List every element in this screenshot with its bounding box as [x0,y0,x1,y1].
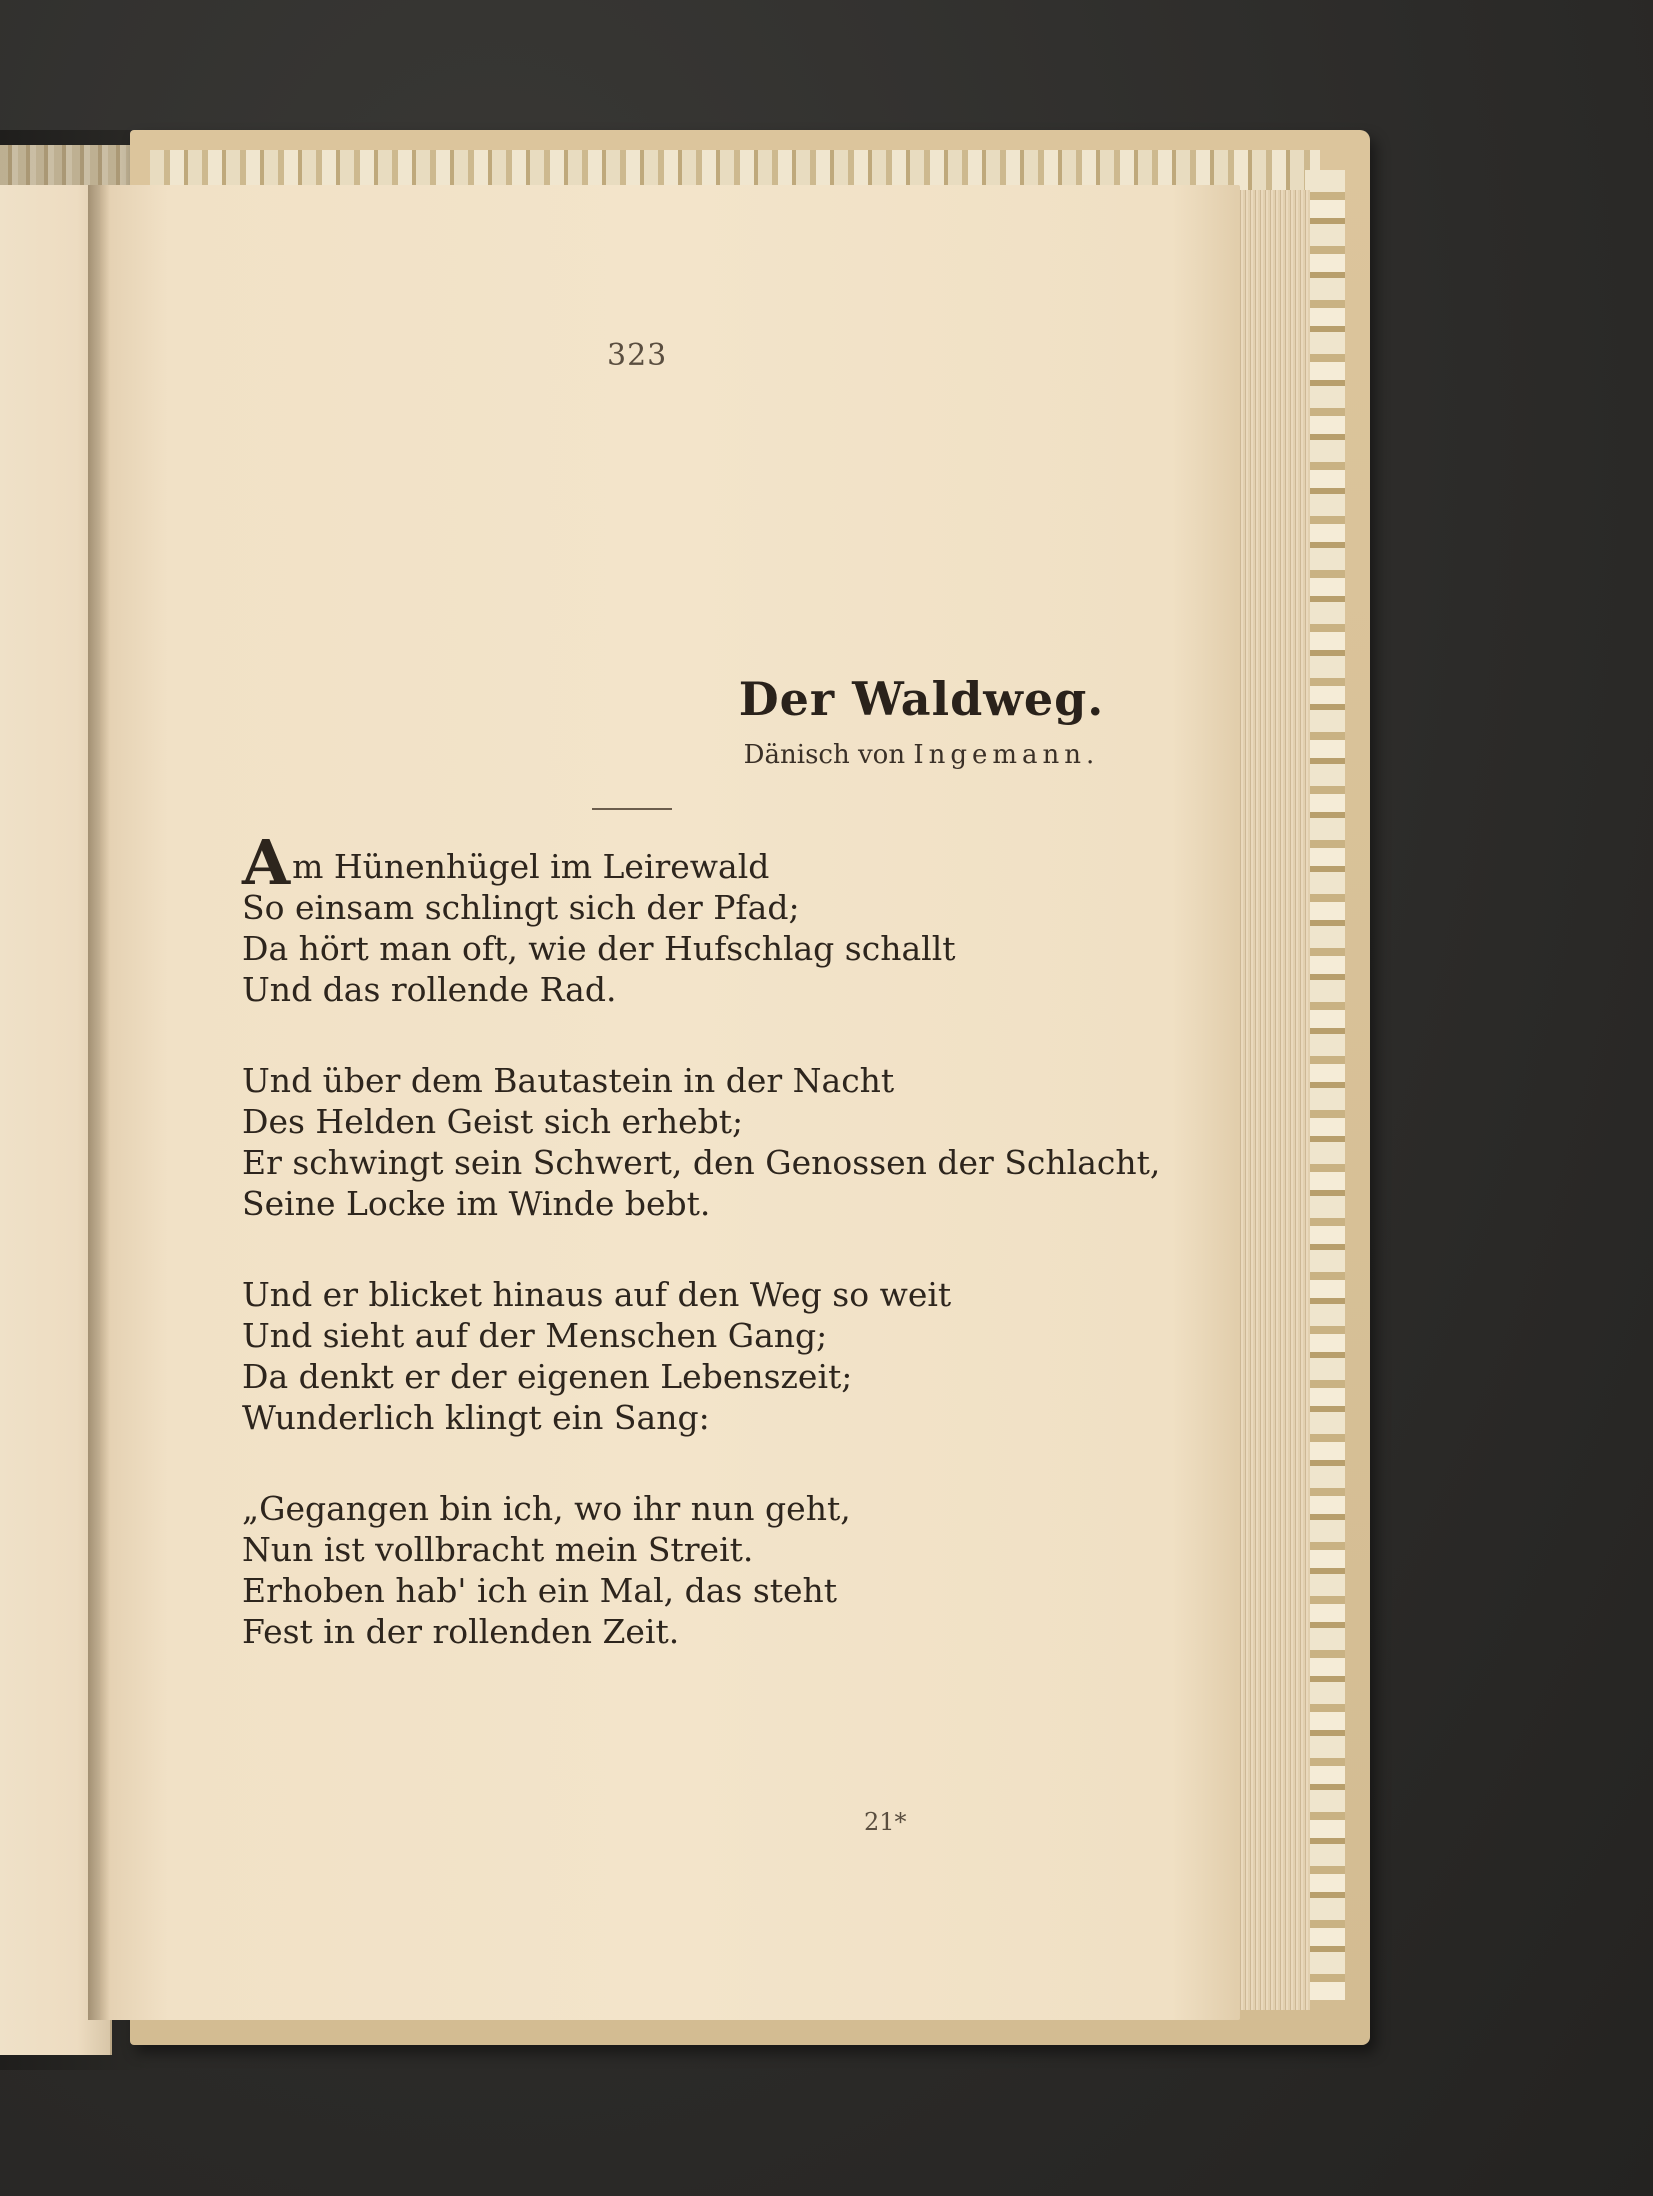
poem-title: Der Waldweg. [738,672,1105,726]
poem-line: So einsam schlingt sich der Pfad; [242,888,800,927]
poem-line: Seine Locke im Winde bebt. [242,1184,711,1223]
poem-line: Da hört man oft, wie der Hufschlag schallt [242,929,956,968]
stanza-1 [242,826,1142,1010]
poem-line: Und sieht auf der Menschen Gang; [242,1316,828,1355]
page-edges [1238,190,1310,2010]
poem-line-text: m Hünenhügel im Leirewald [292,847,770,886]
left-headband [0,145,140,185]
poem-line: Des Helden Geist sich erhebt; [242,1102,744,1141]
poem-line: Er schwingt sein Schwert, den Genossen der Schlacht, [242,1143,1161,1182]
poem-line: Fest in der rollenden Zeit. [242,1612,680,1651]
title-rule [592,808,672,810]
poem-line [242,826,1142,899]
stanza-3 [242,1274,1142,1438]
poem-line: Und über dem Bautastein in der Nacht [242,1061,895,1100]
poem-line: Nun ist vollbracht mein Streit. [242,1530,754,1569]
poem-line: Wunderlich klingt ein Sang: [242,1398,710,1437]
stanza-2 [242,1060,1161,1224]
subtitle-author: Ingemann. [913,740,1100,770]
poem-subtitle [0,740,1653,770]
subtitle-lead: Dänisch von [743,740,906,770]
page-gutter-shadow [88,185,110,2020]
page-number: 323 [607,338,668,373]
poem-line: Und er blicket hinaus auf den Weg so weit [242,1275,952,1314]
poem-body [242,826,1161,1702]
decorative-headband [150,150,1320,190]
decorative-fore-edge [1305,170,1345,2000]
poem-line: Und das rollende Rad. [242,970,617,1009]
poem-line: „Gegangen bin ich, wo ihr nun geht, [242,1489,851,1528]
poem-line: Da denkt er der eigenen Lebenszeit; [242,1357,853,1396]
stanza-4 [242,1488,1142,1652]
poem-line: Erhoben hab' ich ein Mal, das steht [242,1571,838,1610]
drop-cap: A [242,826,291,899]
printer-signature-mark: 21* [864,1808,907,1836]
